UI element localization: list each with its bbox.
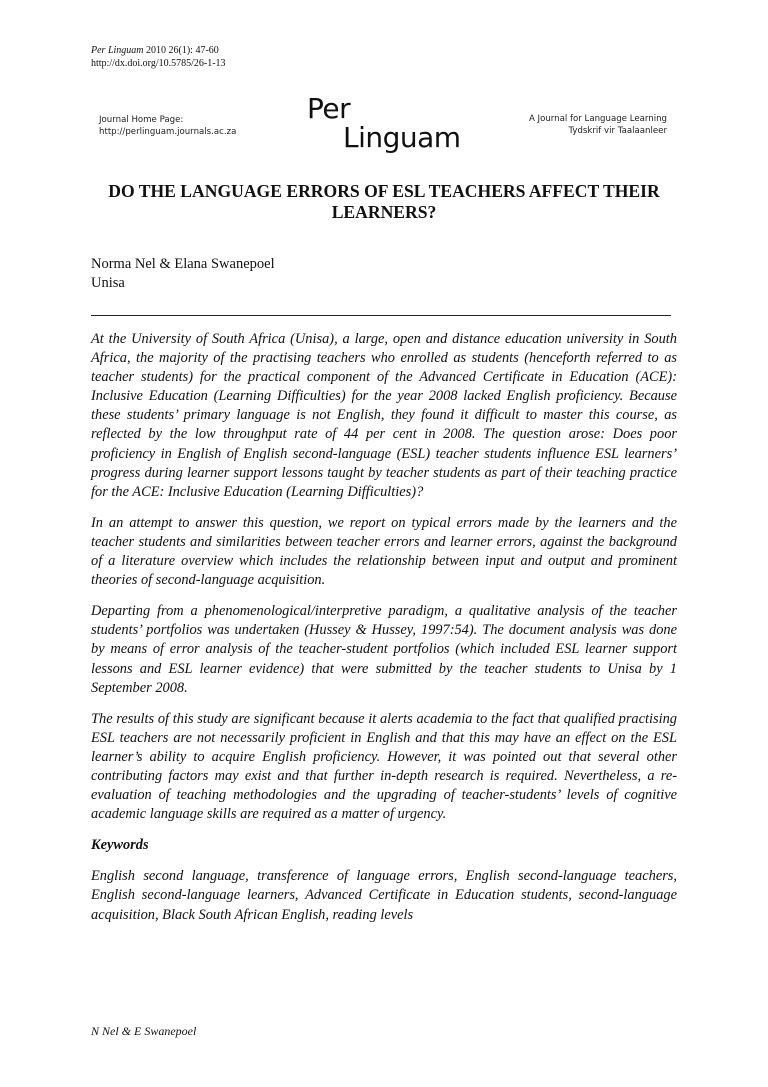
logo-line-2: Linguam (343, 121, 461, 154)
abstract-paragraph-2: In an attempt to answer this question, we report on typical errors made by the learners and the teacher students and similarities between teacher errors and learner errors, against the background of a literature overview which includes the relationship between input and output and prominent theories of second-language acquisition. (91, 514, 677, 589)
paper-title: DO THE LANGUAGE ERRORS OF ESL TEACHERS AFFECT THEIR LEARNERS? (108, 181, 660, 222)
abstract (91, 330, 677, 937)
citation-volume: 2010 26(1): 47-60 (143, 45, 219, 56)
home-page-label: Journal Home Page: (99, 115, 184, 125)
journal-logo (307, 94, 461, 152)
home-page-url[interactable]: http://perlinguam.journals.ac.za (99, 127, 237, 137)
citation-line (91, 44, 226, 57)
keywords-heading: Keywords (91, 837, 149, 854)
doi-link[interactable]: http://dx.doi.org/10.5785/26-1-13 (91, 58, 226, 69)
journal-home-page (99, 114, 236, 138)
authors: Norma Nel & Elana Swanepoel (91, 256, 275, 272)
citation-header (91, 44, 226, 70)
author-block (91, 255, 275, 293)
journal-name: Per Linguam (91, 45, 144, 56)
abstract-paragraph-3: Departing from a phenomenological/interpretive paradigm, a qualitative analysis of the teacher students’ portfolios was undertaken (Hussey & Hussey, 1997:54). The document analysis was done by means of error analysis of the teacher-student portfolios (which included ESL learner support lessons and ESL learner evidence) that were submitted by the teacher students to Unisa by 1 September 2008. (91, 603, 677, 696)
affiliation: Unisa (91, 275, 125, 291)
separator-rule (91, 315, 671, 316)
abstract-paragraph-4: The results of this study are significant because it alerts academia to the fact that qualified practising ESL teachers are not necessarily proficient in English and that this may have an effect on the ESL learner’s ability to acquire English proficiency. However, it was pointed out that several other contributing factors may exist and that further in-depth research is required. Nevertheless, a re-evaluation of teaching methodologies and the upgrading of teacher-students’ levels of cognitive academic language skills are required as a matter of urgency. (91, 710, 677, 823)
tagline-afrikaans: Tydskrif vir Taalaanleer (568, 126, 667, 136)
tagline-english: A Journal for Language Learning (528, 114, 667, 124)
journal-tagline (529, 113, 667, 137)
page-footer: N Nel & E Swanepoel (91, 1024, 197, 1038)
abstract-paragraph-1: At the University of South Africa (Unisa), a large, open and distance education university in South Africa, the majority of the practising teachers who enrolled as students (henceforth referred to as teacher students) for the practical component of the Advanced Certificate in Education (ACE): Inclusive Education (Learning Difficulties) for the year 2008 lacked English proficiency. Because these students’ primary language is not English, they found it difficult to master this course, as reflected by the low throughput rate of 44 per cent in 2008. The question arose: Does poor proficiency in English of English second-language (ESL) teacher students influence ESL learners’ progress during learner support lessons taught by teacher students as part of their teaching practice for the ACE: Inclusive Education (Learning Difficulties)? (91, 331, 677, 500)
logo-line-1: Per (307, 92, 351, 125)
keywords-list: English second language, transference of language errors, English second-language teachers, English second-language learners, Advanced Certificate in Education students, second-language acquisition, Black South African English, reading levels (91, 868, 677, 923)
